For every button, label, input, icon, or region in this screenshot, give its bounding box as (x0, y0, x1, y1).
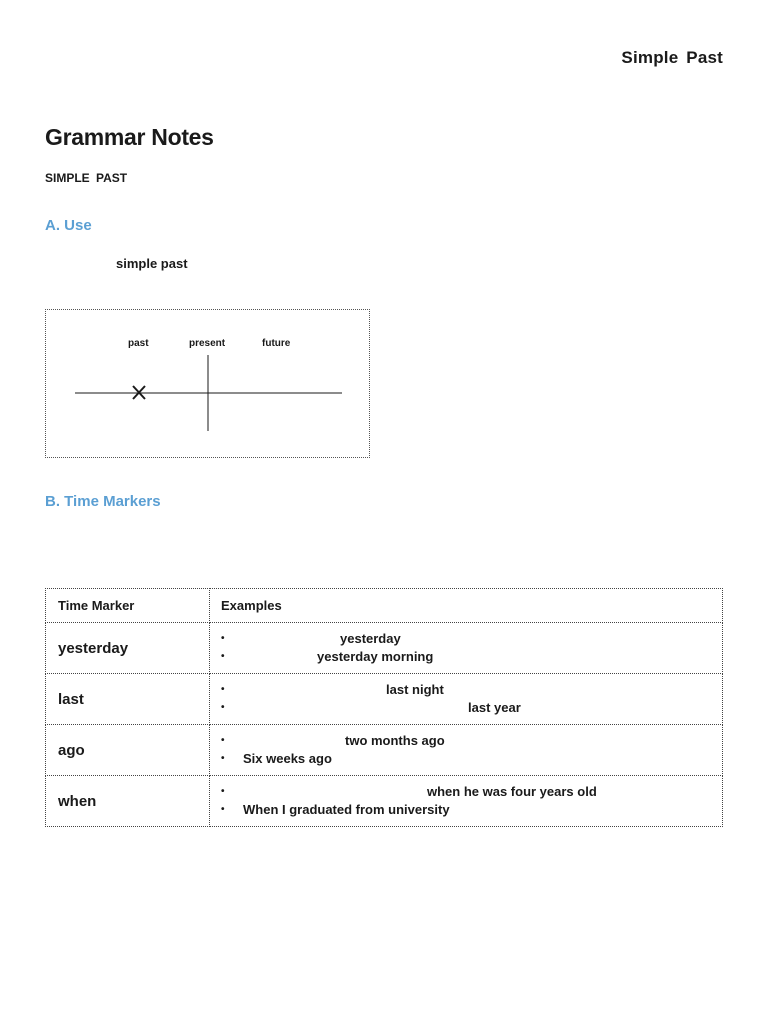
example-text: When I graduated from university (243, 802, 450, 817)
column-header-examples: Examples (210, 589, 723, 623)
timeline-diagram (45, 309, 370, 458)
list-item (221, 732, 722, 750)
examples-cell (210, 674, 723, 725)
example-text: two months ago (345, 733, 445, 748)
example-text: when he was four years old (427, 784, 597, 799)
bullet-icon: • (221, 753, 225, 764)
list-item (221, 801, 722, 819)
timeline-label-past: past (128, 338, 149, 349)
section-heading-time-markers: B. Time Markers (45, 493, 161, 510)
time-marker-cell: last (46, 674, 210, 725)
bullet-icon: • (221, 786, 225, 797)
example-text: last night (386, 682, 444, 697)
examples-cell (210, 776, 723, 827)
table-row (46, 776, 723, 827)
column-header-time-marker: Time Marker (46, 589, 210, 623)
section-heading-use: A. Use (45, 217, 92, 234)
use-text: simple past (116, 256, 188, 271)
page-subtitle: SIMPLE PAST (45, 171, 128, 185)
list-item (221, 648, 722, 666)
time-marker-cell: yesterday (46, 623, 210, 674)
table-row (46, 674, 723, 725)
time-marker-cell: ago (46, 725, 210, 776)
example-text: last year (468, 700, 521, 715)
table-header-row (46, 589, 723, 623)
example-text: Six weeks ago (243, 751, 332, 766)
bullet-icon: • (221, 684, 225, 695)
time-marker-cell: when (46, 776, 210, 827)
time-markers-table (45, 588, 723, 827)
example-text: yesterday morning (317, 649, 434, 664)
bullet-icon: • (221, 804, 225, 815)
bullet-icon: • (221, 651, 225, 662)
header-title: Simple Past (621, 48, 723, 67)
list-item (221, 783, 722, 801)
timeline-label-present: present (189, 338, 226, 349)
list-item (221, 699, 722, 717)
example-text: yesterday (340, 631, 401, 646)
table-row (46, 725, 723, 776)
bullet-icon: • (221, 633, 225, 644)
list-item (221, 750, 722, 768)
list-item (221, 630, 722, 648)
examples-cell (210, 725, 723, 776)
list-item (221, 681, 722, 699)
bullet-icon: • (221, 702, 225, 713)
timeline-label-future: future (262, 338, 291, 349)
examples-cell (210, 623, 723, 674)
bullet-icon: • (221, 735, 225, 746)
page-title: Grammar Notes (45, 124, 214, 150)
table-row (46, 623, 723, 674)
